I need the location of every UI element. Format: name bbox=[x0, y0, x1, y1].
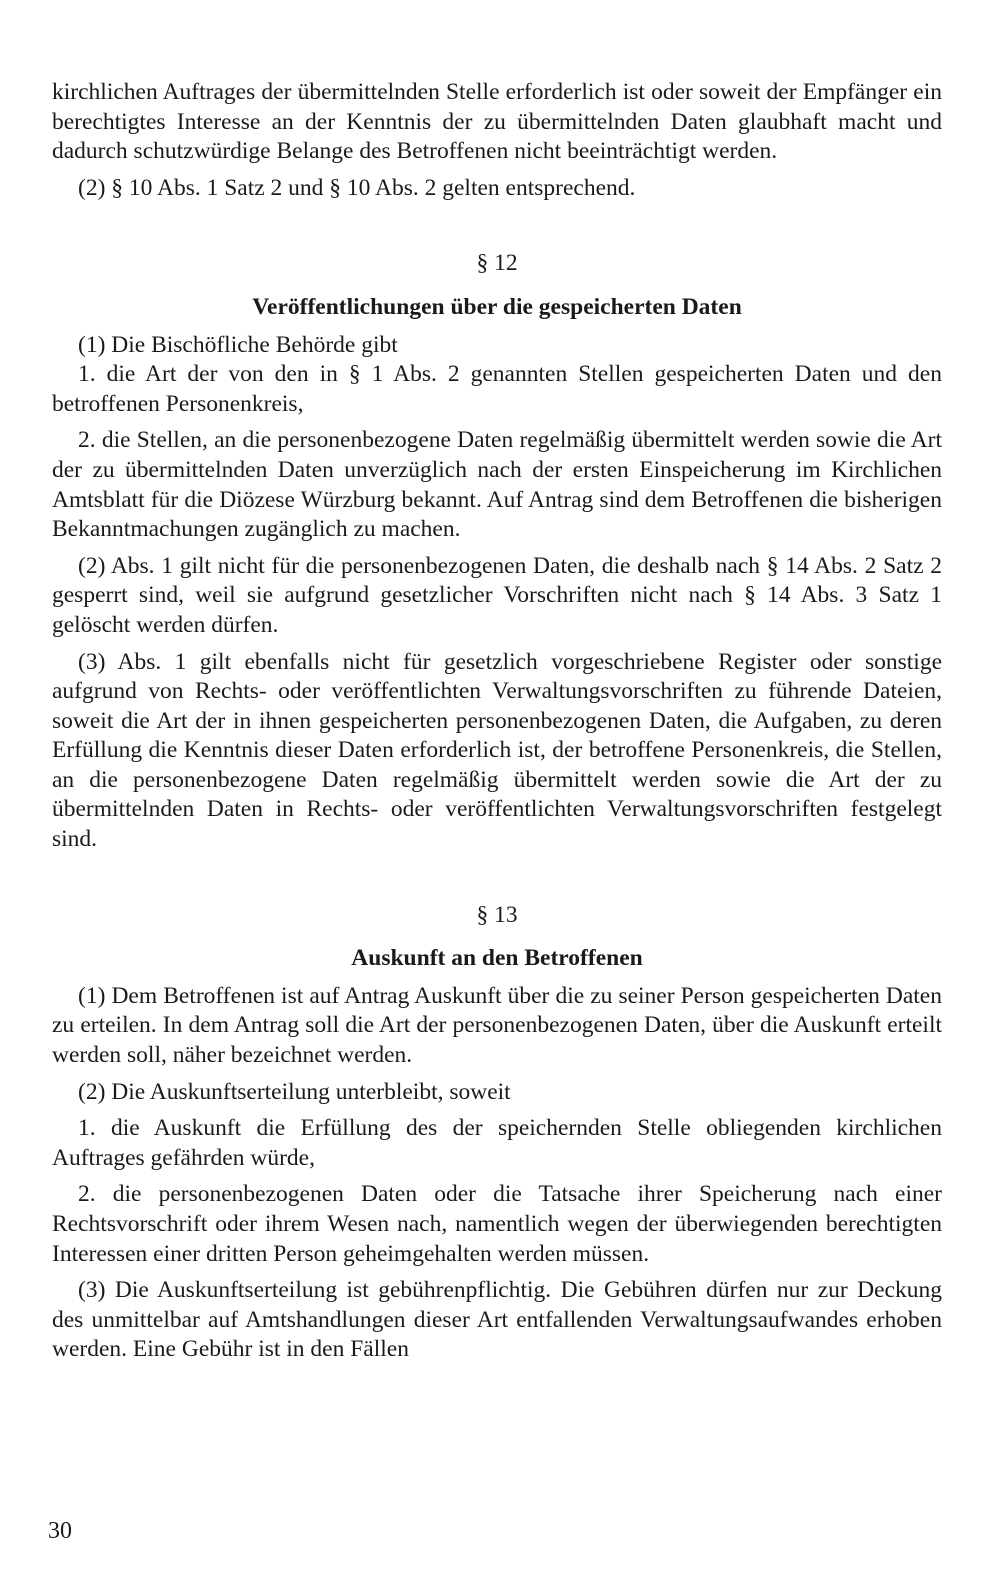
continuation-abs2: (2) § 10 Abs. 1 Satz 2 und § 10 Abs. 2 gelten entsprechend. bbox=[78, 174, 636, 201]
page-number: 30 bbox=[48, 1518, 72, 1544]
document-page bbox=[52, 78, 942, 1372]
section-13-item-1: 1. die Auskunft die Erfüllung des der speichernden Stelle obliegenden kirchlichen Auftrages gefährden würde, bbox=[52, 1115, 942, 1171]
continuation-paragraph: kirchlichen Auftrages der übermittelnden Stelle erforderlich ist oder soweit der Empfänger ein berechtigtes Interesse an der Kenntnis der zu übermittelnden Daten glaubhaft macht und dadurch schutzwürdige Belange des Betroffenen nicht beeinträchtigt werden. bbox=[52, 79, 942, 165]
section-13-title: Auskunft an den Betroffenen bbox=[351, 945, 643, 972]
section-12-item-1: 1. die Art der von den in § 1 Abs. 2 genannten Stellen gespeicherten Daten und den betroffenen Personenkreis, bbox=[52, 361, 942, 417]
section-12-title: Veröffentlichungen über die gespeicherten Daten bbox=[252, 293, 742, 320]
section-13-item-2: 2. die personenbezogenen Daten oder die Tatsache ihrer Speicherung nach einer Rechtsvorschrift oder ihrem Wesen nach, namentlich wegen der überwiegenden berechtigten Interessen einer dritten Person geheimgehalten werden müssen. bbox=[52, 1181, 942, 1267]
section-12-abs2: (2) Abs. 1 gilt nicht für die personenbezogenen Daten, die deshalb nach § 14 Abs. 2 Satz 2 gesperrt sind, weil sie aufgrund gesetzlicher Vorschriften nicht nach § 14 Abs. 3 Satz 1 gelöscht werden dürfen. bbox=[52, 552, 942, 638]
section-12-item-2: 2. die Stellen, an die personenbezogene Daten regelmäßig übermittelt werden sowie die Art der zu übermittelnden Daten unverzüglich nach der ersten Einspeicherung im Kirchlichen Amtsblatt für die Diözese Würzburg bekannt. Auf Antrag sind dem Betroffenen die bisherigen Bekanntmachungen zugänglich zu machen. bbox=[52, 427, 942, 543]
section-13-abs1: (1) Dem Betroffenen ist auf Antrag Auskunft über die zu seiner Person gespeicherten Daten zu erteilen. In dem Antrag soll die Art der personenbezogenen Daten, über die Auskunft erteilt werden soll, näher bezeichnet werden. bbox=[52, 982, 942, 1069]
section-13-abs3: (3) Die Auskunftserteilung ist gebührenpflichtig. Die Gebühren dürfen nur zur Deckung des unmittelbar auf Amtshandlungen dieser Art entfallenden Verwaltungsaufwandes erhoben werden. Eine Gebühr ist in den Fällen bbox=[52, 1277, 942, 1363]
section-12-abs3: (3) Abs. 1 gilt ebenfalls nicht für gesetzlich vorgeschriebene Register oder sonstige aufgrund von Rechts- oder veröffentlichten Verwaltungsvorschriften zu führende Dateien, soweit die Art der in ihnen gespeicherten personenbezogenen Daten, die Aufgaben, zu deren Erfüllung die Kenntnis dieser Daten erforderlich ist, der betroffene Personenkreis, die Stellen, an die personenbezogene Daten regelmäßig übermittelt werden sowie die Art der zu übermittelnden Daten in Rechts- oder veröffentlichten Verwaltungsvorschriften festgelegt sind. bbox=[52, 648, 942, 853]
section-13-abs2-intro: (2) Die Auskunftserteilung unterbleibt, soweit bbox=[78, 1078, 511, 1105]
section-12-abs1-intro: (1) Die Bischöfliche Behörde gibt bbox=[78, 331, 398, 358]
section-13-number: § 13 bbox=[476, 901, 518, 928]
section-12-number: § 12 bbox=[476, 250, 518, 277]
